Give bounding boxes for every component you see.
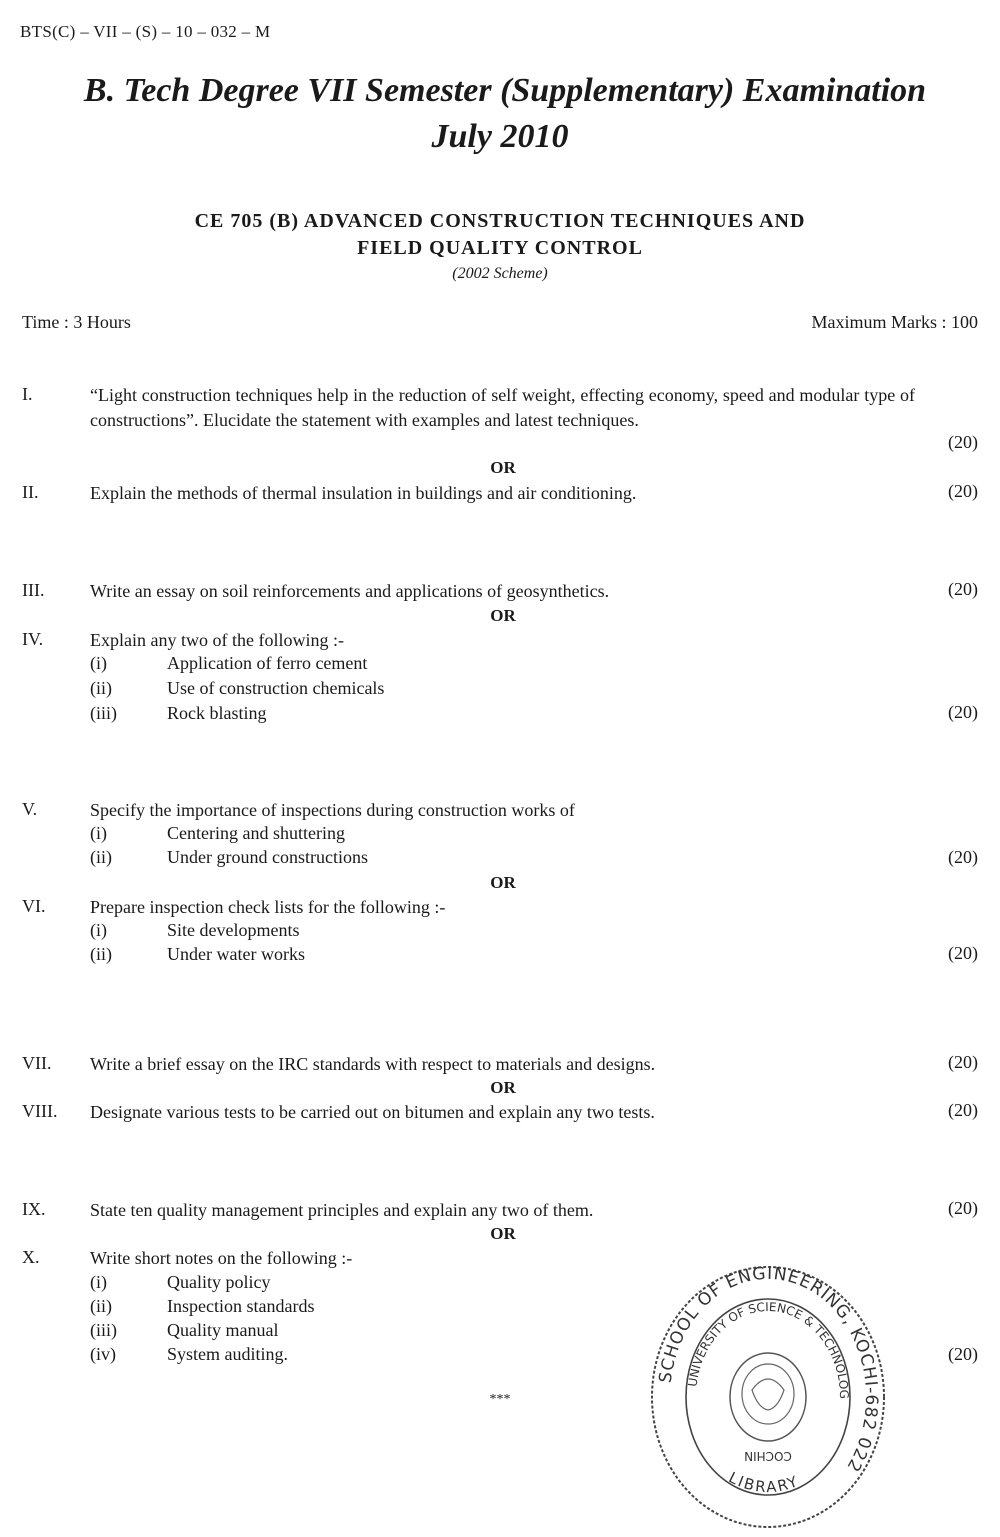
subject-title: CE 705 (B) ADVANCED CONSTRUCTION TECHNIQUES AND [194, 210, 806, 232]
question-text: Write an essay on soil reinforcements and applications of geosynthetics. [90, 581, 610, 601]
sub-item-text: Under ground constructions [167, 847, 368, 867]
sub-item-text: Inspection standards [167, 1296, 315, 1316]
question-marks: (20) [948, 943, 978, 963]
svg-text:LIBRARY [726, 1468, 802, 1496]
seal-inner-text: UNIVERSITY OF SCIENCE & TECHNOLOG [685, 1299, 852, 1399]
question-marks: (20) [948, 1100, 978, 1120]
question-marks: (20) [948, 1198, 978, 1218]
sub-item-number: (iv) [90, 1344, 116, 1364]
sub-item-number: (iii) [90, 1320, 117, 1340]
question-number: IX. [22, 1199, 46, 1219]
or-separator: OR [490, 1078, 516, 1097]
sub-item-number: (ii) [90, 847, 112, 867]
sub-item-text: Under water works [167, 944, 305, 964]
question-marks: (20) [948, 579, 978, 599]
sub-item-text: System auditing. [167, 1344, 288, 1364]
sub-item-text: Rock blasting [167, 703, 267, 723]
question-text: Explain any two of the following :- [90, 630, 344, 650]
sub-item-number: (i) [90, 823, 107, 843]
sub-item-number: (ii) [90, 944, 112, 964]
question-number: III. [22, 580, 45, 600]
question-text: Write a brief essay on the IRC standards with respect to materials and designs. [90, 1054, 656, 1074]
library-seal-stamp [648, 1262, 888, 1532]
question-text: Write short notes on the following :- [90, 1248, 353, 1268]
question-text: Prepare inspection check lists for the following :- [90, 897, 446, 917]
exam-date: July 2010 [431, 118, 569, 155]
or-separator: OR [490, 873, 516, 892]
time-allowed: Time : 3 Hours [22, 312, 131, 332]
question-marks: (20) [948, 1052, 978, 1072]
sub-item-number: (ii) [90, 678, 112, 698]
paper-code: BTS(C) – VII – (S) – 10 – 032 – M [20, 22, 271, 41]
sub-item-text: Centering and shuttering [167, 823, 345, 843]
question-number: I. [22, 384, 33, 404]
scheme: (2002 Scheme) [452, 265, 548, 282]
maximum-marks: Maximum Marks : 100 [811, 312, 978, 332]
question-text: “Light construction techniques help in the reduction of self weight, effecting economy, speed and modular type of constructions”. Elucidate the statement with examples and latest techniques. [90, 385, 915, 430]
question-marks: (20) [948, 847, 978, 867]
sub-item-number: (ii) [90, 1296, 112, 1316]
seal-center-text: COCHIN [744, 1449, 792, 1463]
question-number: VI. [22, 896, 46, 916]
question-text: Specify the importance of inspections during construction works of [90, 800, 575, 820]
sub-item-number: (i) [90, 1272, 107, 1292]
sub-item-number: (iii) [90, 703, 117, 723]
sub-item-number: (i) [90, 653, 107, 673]
question-number: VII. [22, 1053, 52, 1073]
sub-item-text: Quality manual [167, 1320, 279, 1340]
question-text: State ten quality management principles and explain any two of them. [90, 1200, 594, 1220]
end-marker: *** [489, 1392, 511, 1407]
question-number: VIII. [22, 1101, 58, 1121]
question-marks: (20) [948, 1344, 978, 1364]
seal-outer-text: SCHOOL OF ENGINEERING, KOCHI-682 022 [655, 1263, 882, 1476]
question-marks: (20) [948, 702, 978, 722]
question-number: V. [22, 799, 38, 819]
seal-bottom-text: LIBRARY [725, 1468, 802, 1497]
question-marks: (20) [948, 481, 978, 501]
question-number: IV. [22, 629, 44, 649]
or-separator: OR [490, 458, 516, 477]
or-separator: OR [490, 1224, 516, 1243]
or-separator: OR [490, 606, 516, 625]
sub-item-text: Application of ferro cement [167, 653, 368, 673]
exam-title: B. Tech Degree VII Semester (Supplementary) Examination [83, 72, 927, 109]
subject-title-continued: FIELD QUALITY CONTROL [357, 237, 643, 259]
sub-item-text: Quality policy [167, 1272, 271, 1292]
question-number: X. [22, 1247, 40, 1267]
sub-item-text: Site developments [167, 920, 300, 940]
question-number: II. [22, 482, 39, 502]
question-text: Designate various tests to be carried out on bitumen and explain any two tests. [90, 1102, 655, 1122]
question-marks: (20) [948, 432, 978, 452]
sub-item-text: Use of construction chemicals [167, 678, 385, 698]
question-text: Explain the methods of thermal insulation in buildings and air conditioning. [90, 483, 637, 503]
sub-item-number: (i) [90, 920, 107, 940]
